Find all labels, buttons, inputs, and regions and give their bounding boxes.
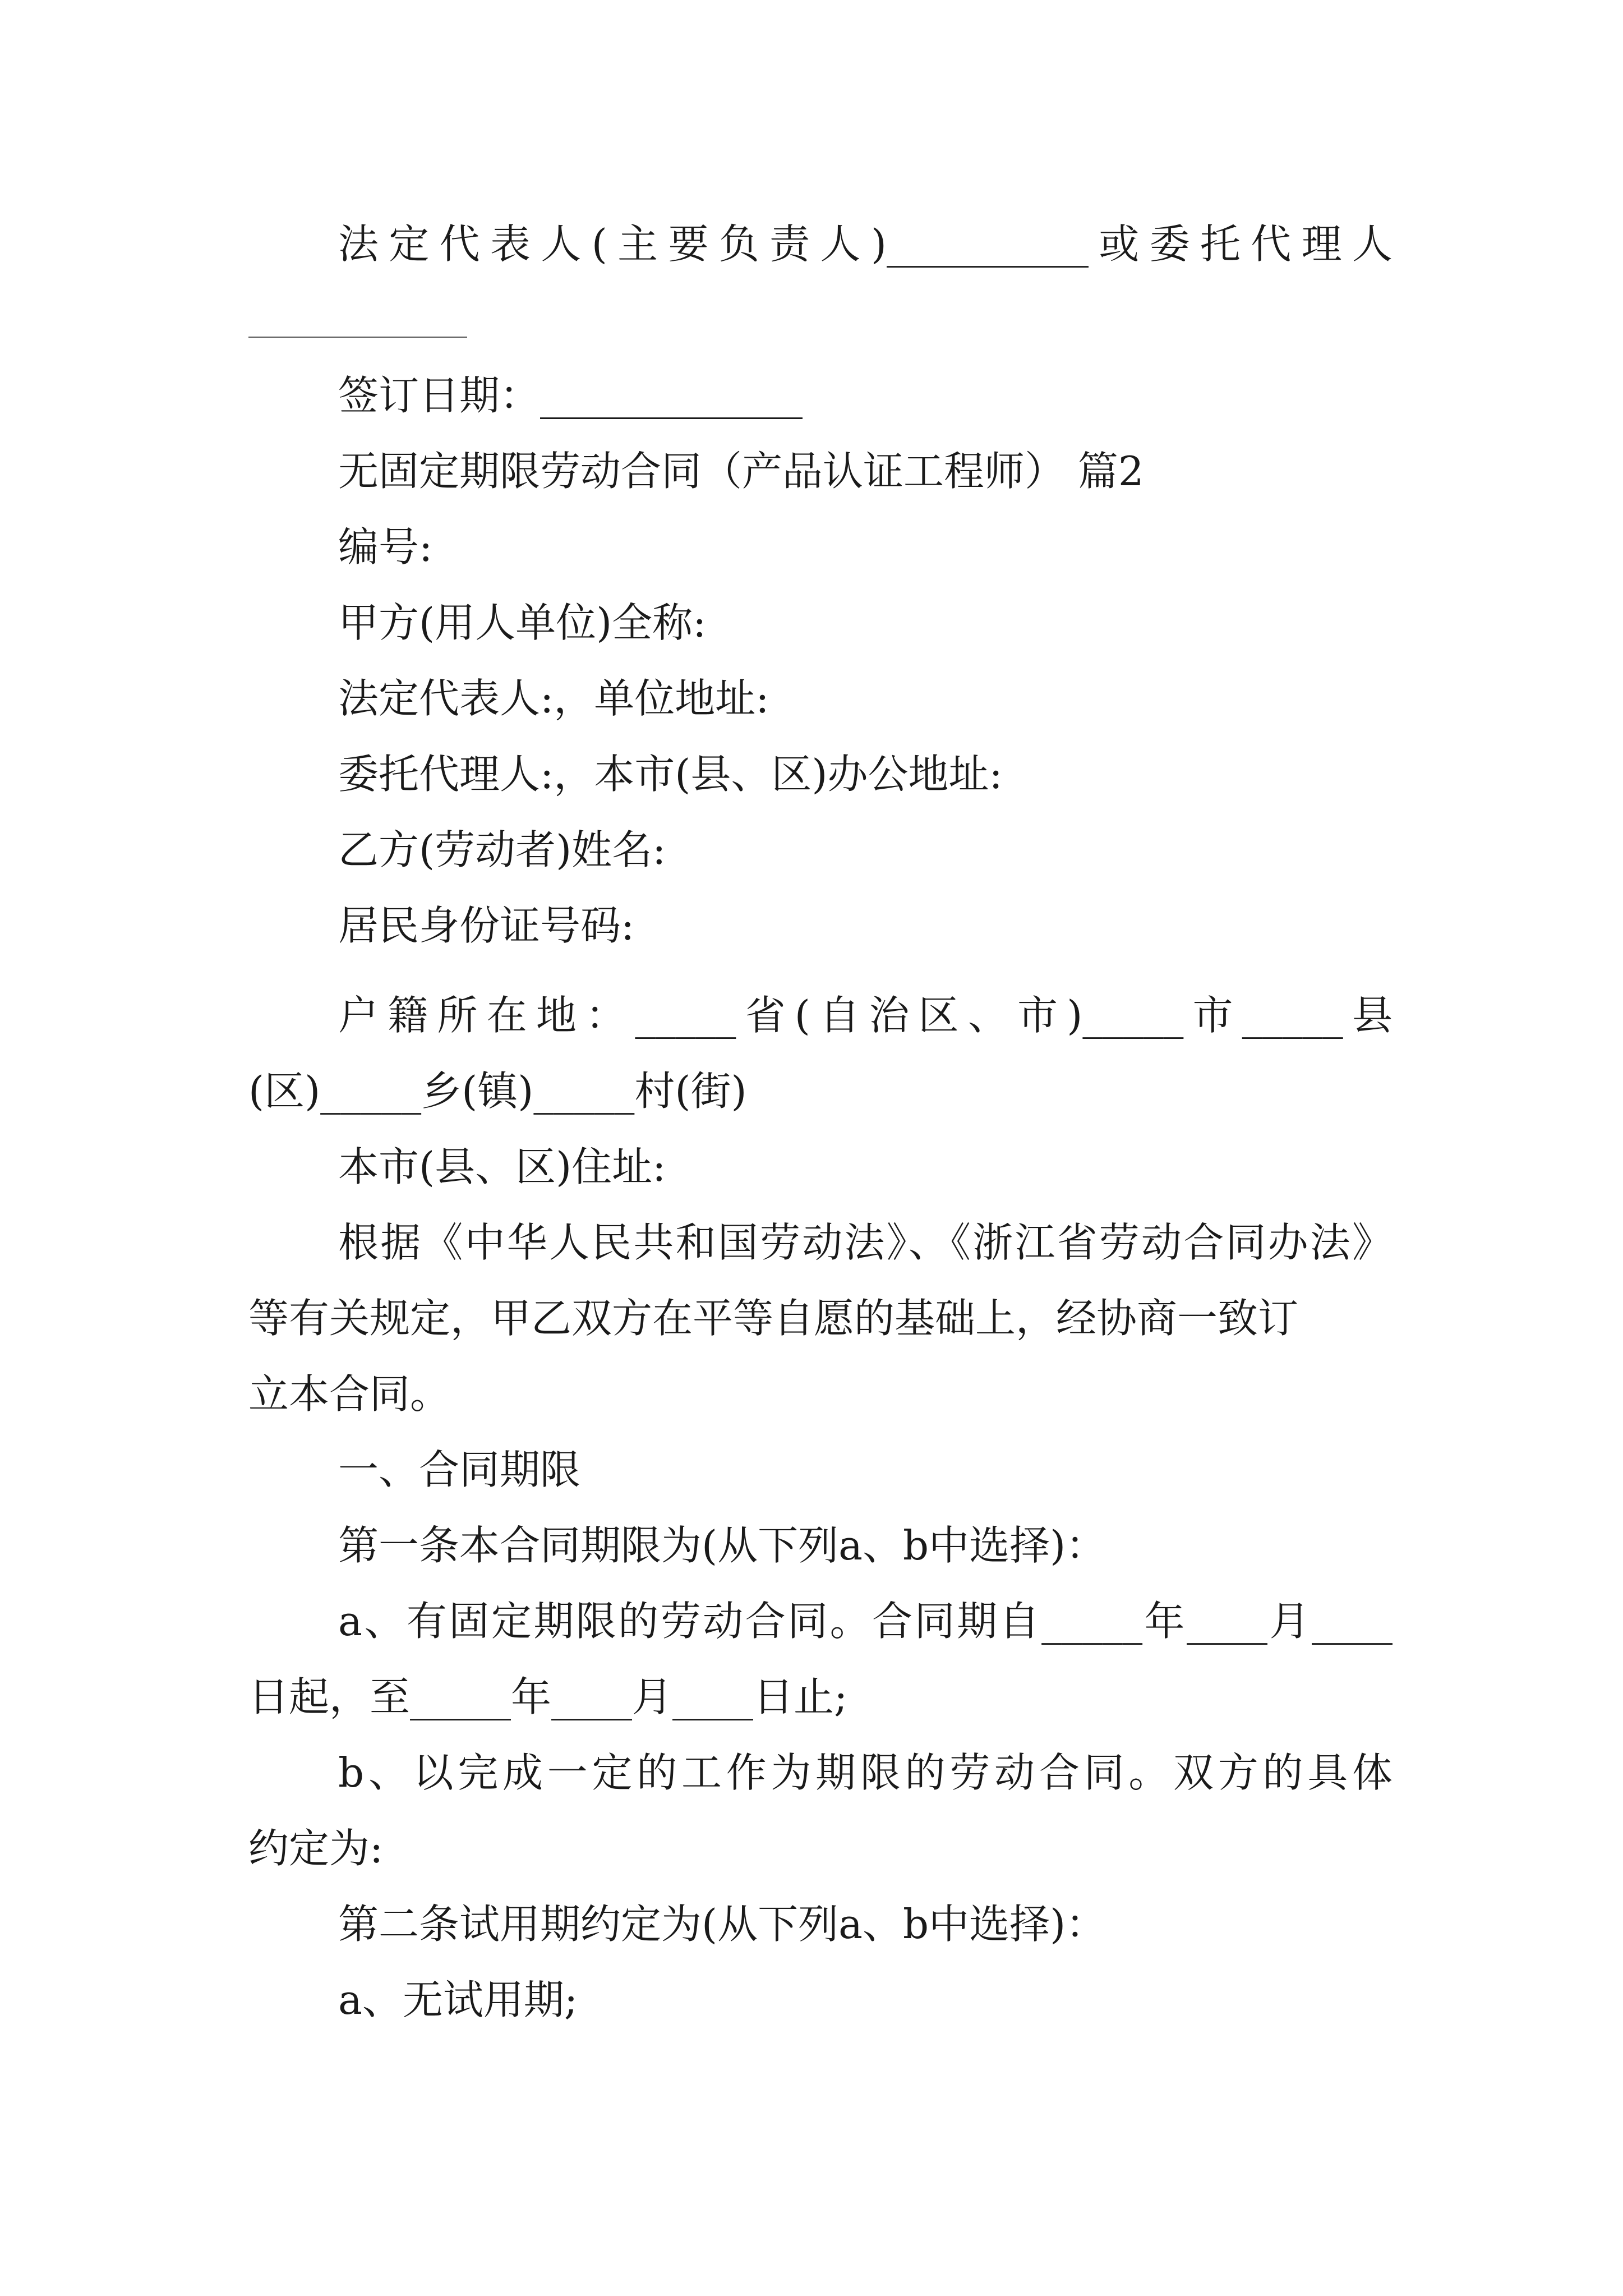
- article-1-option-a-continued: 日起，至_____年____月____日止;: [248, 1673, 848, 1720]
- household-registration-line: 户籍所在地：_____省(自治区、市)_____市_____县: [338, 992, 1393, 1039]
- household-registration-continued: (区)_____乡(镇)_____村(街): [248, 1068, 747, 1115]
- signature-blank-line: [248, 337, 467, 338]
- signing-date-line: 签订日期：_____________: [338, 372, 803, 419]
- article-1: 第一条本合同期限为(从下列a、b中选择)：: [338, 1522, 1106, 1569]
- party-b-name: 乙方(劳动者)姓名:: [338, 826, 666, 873]
- party-a-agent: 委托代理人:，本市(县、区)办公地址:: [338, 751, 1003, 798]
- contract-number: 编号:: [338, 523, 433, 570]
- preamble-line-3: 立本合同。: [248, 1370, 451, 1418]
- party-a-name: 甲方(用人单位)全称:: [338, 599, 707, 646]
- preamble-line-1: 根据《中华人民共和国劳动法》、《浙江省劳动合同办法》: [338, 1219, 1393, 1266]
- party-a-representative: 法定代表人:，单位地址:: [338, 675, 769, 722]
- article-1-option-b: b、以完成一定的工作为期限的劳动合同。双方的具体: [338, 1749, 1393, 1796]
- legal-representative-line: 法定代表人(主要负责人)__________或委托代理人: [338, 220, 1393, 268]
- article-1-option-b-continued: 约定为:: [248, 1825, 384, 1872]
- contract-title: 无固定期限劳动合同（产品认证工程师） 篇2: [338, 448, 1144, 495]
- preamble-line-2: 等有关规定，甲乙双方在平等自愿的基础上，经协商一致订: [248, 1295, 1299, 1342]
- article-1-option-a: a、有固定期限的劳动合同。合同期自_____年____月____: [338, 1598, 1393, 1645]
- section-heading-term: 一、合同期限: [338, 1446, 581, 1493]
- article-2-option-a: a、无试用期;: [338, 1976, 578, 2023]
- article-2: 第二条试用期约定为(从下列a、b中选择)：: [338, 1901, 1106, 1948]
- local-address: 本市(县、区)住址:: [338, 1143, 666, 1190]
- party-b-id-number: 居民身份证号码:: [338, 902, 635, 949]
